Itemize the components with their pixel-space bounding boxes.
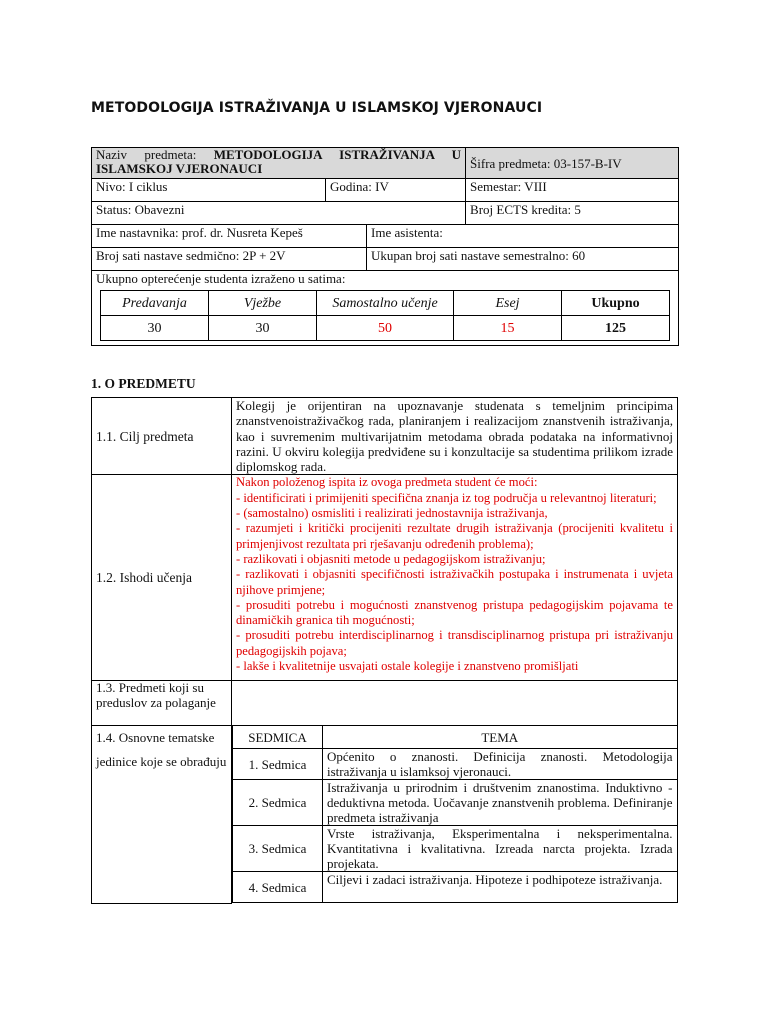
outcome-item: - razlikovati i objasniti metode u pedagogijskom istraživanju;	[236, 551, 546, 566]
outcome-item: - identificirati i primijeniti specifična znanja iz tog područja u relevantnoj literaturi;	[236, 490, 657, 505]
workload-header-row	[101, 291, 670, 316]
topics-table	[232, 726, 678, 903]
status: Status: Obavezni	[92, 202, 466, 225]
week-row	[233, 872, 678, 903]
week-topic: Općenito o znanosti. Definicija znanosti. Metodologija istraživanja u islamksoj vjeronauci.	[323, 749, 678, 780]
prerequisites-row	[92, 681, 678, 726]
section-heading: 1. O PREDMETU	[91, 376, 196, 391]
workload-header: Esej	[454, 291, 562, 316]
week-row	[233, 826, 678, 872]
semester-hours: Ukupan broj sati nastave semestralno: 60	[367, 248, 679, 271]
workload-value: 50	[317, 316, 454, 341]
outcome-item: - lakše i kvalitetnije usvajati ostale kolegije i znanstveno promišljati	[236, 659, 579, 674]
outcome-item: - razlikovati i objasniti specifičnosti istraživačkih postupaka i instrumenata i uvjeta njihove primjene;	[236, 567, 673, 597]
workload-table	[100, 290, 670, 341]
workload-header: Vježbe	[209, 291, 317, 316]
topics-cell	[232, 726, 678, 904]
topic-header: TEMA	[323, 726, 678, 749]
course-name-row	[92, 148, 679, 179]
goal-row	[92, 398, 678, 475]
workload-value: 125	[562, 316, 670, 341]
goal-text: Kolegij je orijentiran na upoznavanje studenata s temeljnim principima znanstvenoistraživačkog rada, planiranjem i realizacijom znanstvenih istraživanja, kao i suvremenim multivarijatnim metodama obrada podataka na informativnoj razini. U okviru kolegija predviđene su i konzultacije sa studentima prilikom izrade diplomskog rada.	[232, 398, 678, 475]
status-row	[92, 202, 679, 225]
workload-value: 15	[454, 316, 562, 341]
workload-value: 30	[209, 316, 317, 341]
workload-value-row	[101, 316, 670, 341]
assistant-name: Ime asistenta:	[367, 225, 679, 248]
ects-credits: Broj ECTS kredita: 5	[466, 202, 679, 225]
week-row	[233, 780, 678, 826]
outcome-item: - prosuditi potrebu interdisciplinarnog i transdisciplinarnog pristupa pri istraživanju pedagogijskih pojava;	[236, 628, 673, 658]
outcome-item: - razumjeti i kritički procijeniti rezultate drugih istraživanja (procijeniti kvalitetu i primjenjivost rezultata pri rješavanju određenih problema);	[236, 521, 673, 551]
prerequisites-label: 1.3. Predmeti koji su preduslov za polaganje	[92, 681, 232, 726]
level-row	[92, 179, 679, 202]
outcome-item: Nakon položenog ispita iz ovoga predmeta student će moći:	[236, 475, 538, 490]
goal-label: 1.1. Cilj predmeta	[92, 398, 232, 475]
topics-label: 1.4. Osnovne tematske jedinice koje se obrađuju	[92, 726, 232, 904]
course-name-cell	[92, 148, 466, 179]
topics-row	[92, 726, 678, 904]
week-topic: Istraživanja u prirodnim i društvenim znanostima. Induktivno - deduktivna metoda. Uočavanje znanstvenih problema. Definiranje predmeta istraživanja	[323, 780, 678, 826]
outcomes-cell	[232, 475, 678, 681]
document-title: METODOLOGIJA ISTRAŽIVANJA U ISLAMSKOJ VJERONAUCI	[91, 100, 543, 116]
outcome-item: - prosuditi potrebu i mogućnosti znanstvenog pristupa pedagogijskim pojavama te dinamičkih granica tih mogućnosti;	[236, 597, 673, 628]
level: Nivo: I ciklus	[92, 179, 326, 202]
week-number: 4. Sedmica	[233, 872, 323, 903]
workload-label: Ukupno opterećenje studenta izraženo u satima:	[96, 271, 346, 286]
workload-header: Samostalno učenje	[317, 291, 454, 316]
workload-value: 30	[101, 316, 209, 341]
week-topic: Ciljevi i zadaci istraživanja. Hipoteze i podhipoteze istraživanja.	[323, 872, 678, 903]
week-number: 1. Sedmica	[233, 749, 323, 780]
workload-header: Predavanja	[101, 291, 209, 316]
semester: Semestar: VIII	[466, 179, 679, 202]
course-info-table	[91, 147, 679, 346]
course-name-value: METODOLOGIJA ISTRAŽIVANJA U ISLAMSKOJ VJERONAUCI	[96, 147, 462, 176]
course-code: Šifra predmeta: 03-157-B-IV	[466, 148, 679, 179]
workload-cell	[92, 271, 679, 346]
staff-row	[92, 225, 679, 248]
workload-row	[92, 271, 679, 346]
workload-header: Ukupno	[562, 291, 670, 316]
week-topic: Vrste istraživanja, Eksperimentalna i neksperimentalna. Kvantitativna i kvalitativna. Izreada narcta projekta. Izrada projekata.	[323, 826, 678, 872]
hours-row	[92, 248, 679, 271]
week-number: 3. Sedmica	[233, 826, 323, 872]
week-header: SEDMICA	[233, 726, 323, 749]
topics-header-row	[233, 726, 678, 749]
year: Godina: IV	[326, 179, 466, 202]
outcomes-row	[92, 475, 678, 681]
week-number: 2. Sedmica	[233, 780, 323, 826]
course-details-table	[91, 397, 678, 904]
outcome-item: - (samostalno) osmisliti i realizirati jednostavnija istraživanja,	[236, 506, 548, 521]
week-row	[233, 749, 678, 780]
prerequisites-value	[232, 681, 678, 726]
course-name-label: Naziv predmeta:	[96, 147, 197, 162]
outcomes-label: 1.2. Ishodi učenja	[92, 475, 232, 681]
weekly-hours: Broj sati nastave sedmično: 2P + 2V	[92, 248, 367, 271]
lecturer-name: Ime nastavnika: prof. dr. Nusreta Kepeš	[92, 225, 367, 248]
